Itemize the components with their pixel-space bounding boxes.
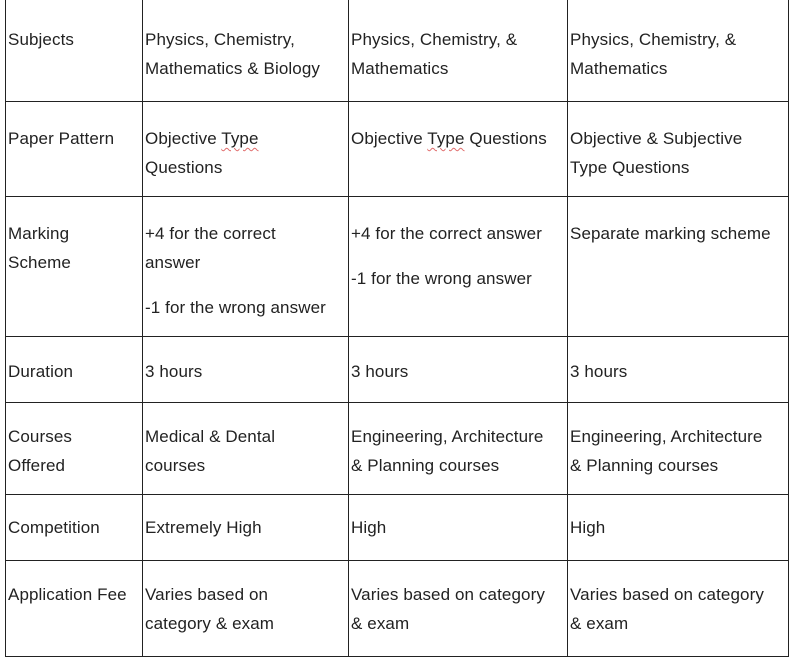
row-label-paper-pattern: Paper Pattern xyxy=(6,102,143,197)
table-row xyxy=(6,102,789,197)
table-cell: Objective & Subjective Type Questions xyxy=(568,102,789,197)
table-cell: 3 hours xyxy=(143,337,349,403)
table-cell: Varies based on category & exam xyxy=(349,561,568,657)
row-label-marking-scheme: Marking Scheme xyxy=(6,197,143,337)
table-row xyxy=(6,495,789,561)
table-cell: Engineering, Architecture & Planning courses xyxy=(568,403,789,495)
table-row xyxy=(6,197,789,337)
table-cell: 3 hours xyxy=(349,337,568,403)
table-row xyxy=(6,561,789,657)
row-label-application-fee: Application Fee xyxy=(6,561,143,657)
spellcheck-underline: Type xyxy=(427,129,465,148)
table-cell: Physics, Chemistry, & Mathematics xyxy=(568,0,789,102)
table-cell: Extremely High xyxy=(143,495,349,561)
table-row xyxy=(6,337,789,403)
row-label-courses-offered: Courses Offered xyxy=(6,403,143,495)
table-cell: Physics, Chemistry, & Mathematics xyxy=(349,0,568,102)
table-cell: Separate marking scheme xyxy=(568,197,789,337)
table-cell: High xyxy=(349,495,568,561)
table-cell: Objective Type Questions xyxy=(349,102,568,197)
row-label-competition: Competition xyxy=(6,495,143,561)
spellcheck-underline: Type xyxy=(221,129,259,148)
table-cell: Varies based on category & exam xyxy=(568,561,789,657)
comparison-table xyxy=(5,0,789,657)
table-row xyxy=(6,0,789,102)
table-cell: +4 for the correct answer -1 for the wrong answer xyxy=(143,197,349,337)
table-cell: Medical & Dental courses xyxy=(143,403,349,495)
row-label-subjects: Subjects xyxy=(6,0,143,102)
table-cell: +4 for the correct answer -1 for the wrong answer xyxy=(349,197,568,337)
table-cell: Engineering, Architecture & Planning courses xyxy=(349,403,568,495)
table-cell: 3 hours xyxy=(568,337,789,403)
row-label-duration: Duration xyxy=(6,337,143,403)
table-cell: Varies based on category & exam xyxy=(143,561,349,657)
table-row xyxy=(6,403,789,495)
table-cell: Physics, Chemistry, Mathematics & Biology xyxy=(143,0,349,102)
table-cell: Objective Type Questions xyxy=(143,102,349,197)
table-cell: High xyxy=(568,495,789,561)
